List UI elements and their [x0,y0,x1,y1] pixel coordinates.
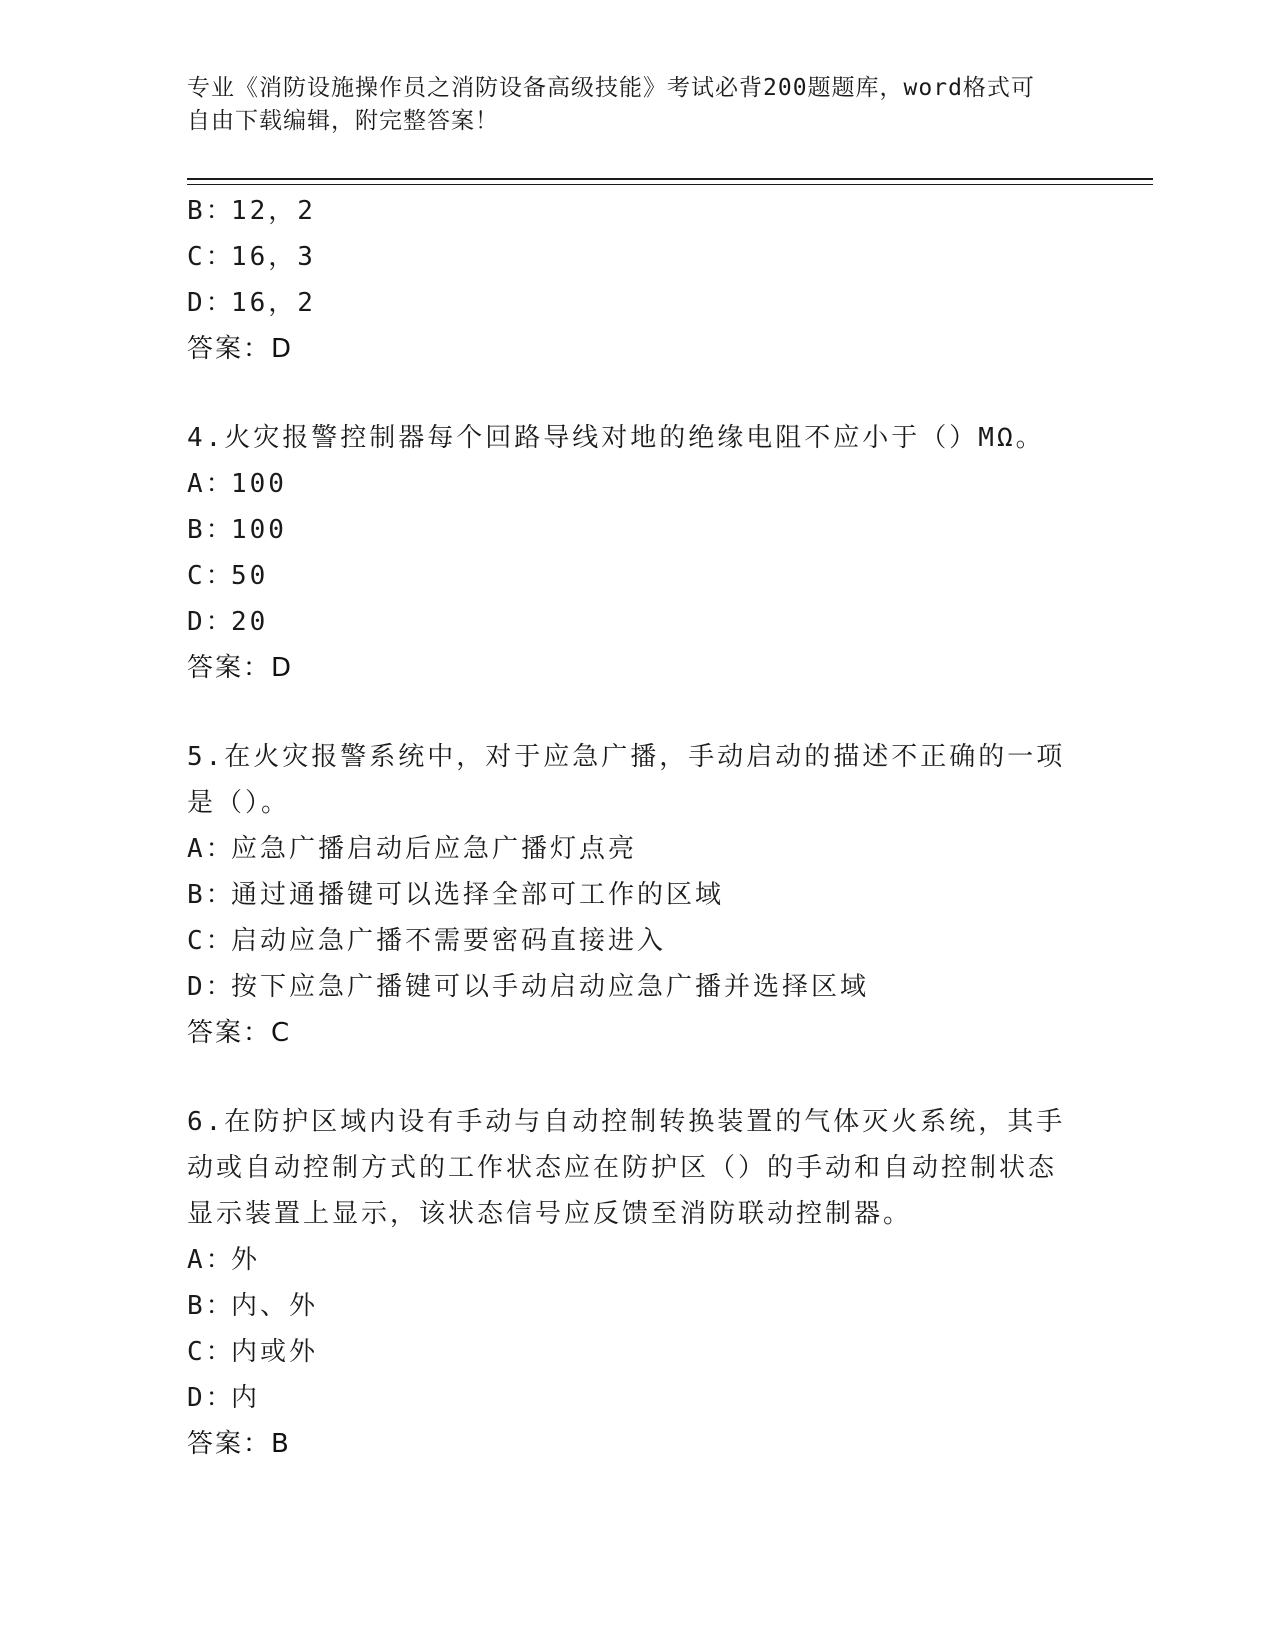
question-3-continuation [187,188,1067,372]
answer-line: 答案：C [187,1018,292,1048]
question-5 [187,734,1067,1056]
option-b: B：100 [187,515,287,545]
answer-line: 答案：D [187,334,294,364]
option-d: D：16，2 [187,288,316,318]
question-stem-line-1: 5.在火灾报警系统中，对于应急广播，手动启动的描述不正确的一项 [187,742,1066,772]
answer-line: 答案：D [187,653,294,683]
document-header [187,72,1067,138]
option-b: B：12，2 [187,196,316,226]
option-a: A：外 [187,1245,261,1275]
question-stem-line-1: 6.在防护区域内设有手动与自动控制转换装置的气体灭火系统，其手 [187,1107,1066,1137]
option-d: D：按下应急广播键可以手动启动应急广播并选择区域 [187,972,870,1002]
option-c: C：启动应急广播不需要密码直接进入 [187,926,667,956]
question-6 [187,1099,1067,1467]
option-a: A：100 [187,469,287,499]
option-b: B：通过通播键可以选择全部可工作的区域 [187,880,725,910]
header-line-1: 专业《消防设施操作员之消防设备高级技能》考试必背200题题库，word格式可 [187,75,1035,101]
option-a: A：应急广播启动后应急广播灯点亮 [187,834,638,864]
option-c: C：内或外 [187,1337,319,1367]
question-stem-line-3: 显示装置上显示，该状态信号应反馈至消防联动控制器。 [187,1199,913,1229]
option-c: C：50 [187,561,269,591]
question-stem-line-2: 是（）。 [187,788,291,818]
question-4 [187,415,1067,691]
question-stem-line-2: 动或自动控制方式的工作状态应在防护区（）的手动和自动控制状态 [187,1153,1058,1183]
option-b: B：内、外 [187,1291,319,1321]
question-stem: 4.火灾报警控制器每个回路导线对地的绝缘电阻不应小于（）MΩ。 [187,423,1045,453]
option-d: D：内 [187,1383,261,1413]
option-c: C：16，3 [187,242,316,272]
header-line-2: 自由下载编辑，附完整答案！ [187,108,499,134]
header-divider-thick [187,178,1153,180]
header-divider-thin [187,184,1153,185]
question-list [187,188,1067,1467]
answer-line: 答案：B [187,1429,291,1459]
option-d: D：20 [187,607,269,637]
